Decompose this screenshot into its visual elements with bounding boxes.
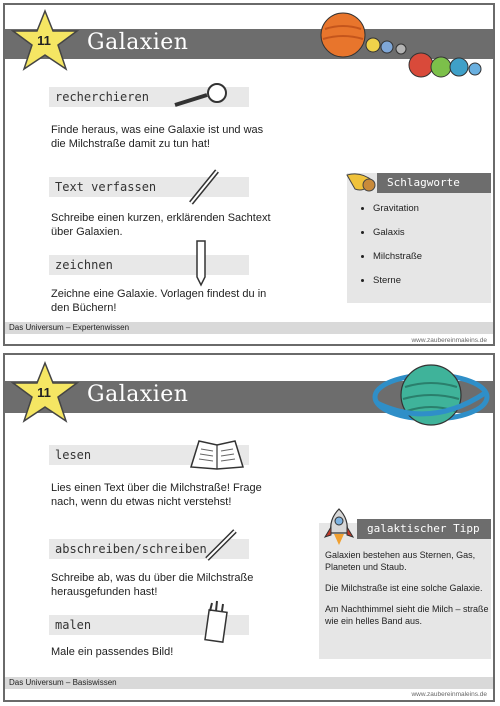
magnifier-icon [171,81,235,111]
task-text-recherchieren: Finde heraus, was eine Galaxie ist und was die Milchstraße damit zu tun hat! [51,124,264,150]
keyword-item: • Milchstraße [373,251,422,262]
task-text-text-verfassen: Schreibe einen kurzen, erklärenden Sachtext über Galaxien. [51,212,271,238]
task-card-basic [3,353,495,702]
pen-icon [187,167,221,207]
planet-ring-icon [371,357,493,435]
card-number: 11 [37,385,51,400]
card-number: 11 [37,33,51,48]
task-text-zeichnen: Zeichne eine Galaxie. Vorlagen findest du in den Büchern! [51,288,267,314]
task-label-abschreiben: abschreiben/schreiben [49,539,249,559]
footer-url: www.zaubereinmaleins.de [411,691,487,698]
keyword-item: • Gravitation [373,203,422,214]
comet-icon [345,167,379,197]
keywords-title: Schlagworte [377,173,491,193]
keyword-item: • Sterne [373,275,422,286]
star-badge [11,9,85,73]
task-label-text-verfassen: Text verfassen [49,177,249,197]
task-label-recherchieren: recherchieren [49,87,249,107]
task-text-abschreiben: Schreibe ab, was du über die Milchstraße herausgefunden hast! [51,572,254,598]
task-label-zeichnen: zeichnen [49,255,249,275]
planets-icon [317,9,493,81]
footer-bar: Das Universum – Expertenwissen [5,322,493,334]
pen-icon [203,527,239,563]
card-title: Galaxien [87,382,189,407]
tip-paragraph: Am Nachthimmel sieht die Milch – straße wie ein helles Band aus. [325,604,489,626]
footer-bar: Das Universum – Basiswissen [5,677,493,689]
tip-paragraph: Galaxien bestehen aus Sternen, Gas, Planeten und Staub. [325,550,476,572]
book-icon [189,437,245,471]
task-label-malen: malen [49,615,249,635]
footer-url: www.zaubereinmaleins.de [411,337,487,344]
keywords-list [361,203,422,299]
task-label-lesen: lesen [49,445,249,465]
tip-title: galaktischer Tipp [357,519,491,539]
keyword-item: • Galaxis [373,227,422,238]
task-text-malen: Male ein passendes Bild! [51,646,174,658]
task-text-lesen: Lies einen Text über die Milchstraße! Frage nach, wenn du etwas nicht verstehst! [51,482,262,508]
card-title: Galaxien [87,30,189,55]
task-card-expert [3,3,495,346]
tip-text [325,549,495,636]
star-badge [11,361,85,425]
pencil-icon [191,239,211,287]
tip-paragraph: Die Milchstraße ist eine solche Galaxie. [325,583,483,593]
crayons-icon [203,599,229,643]
rocket-icon [319,507,359,547]
